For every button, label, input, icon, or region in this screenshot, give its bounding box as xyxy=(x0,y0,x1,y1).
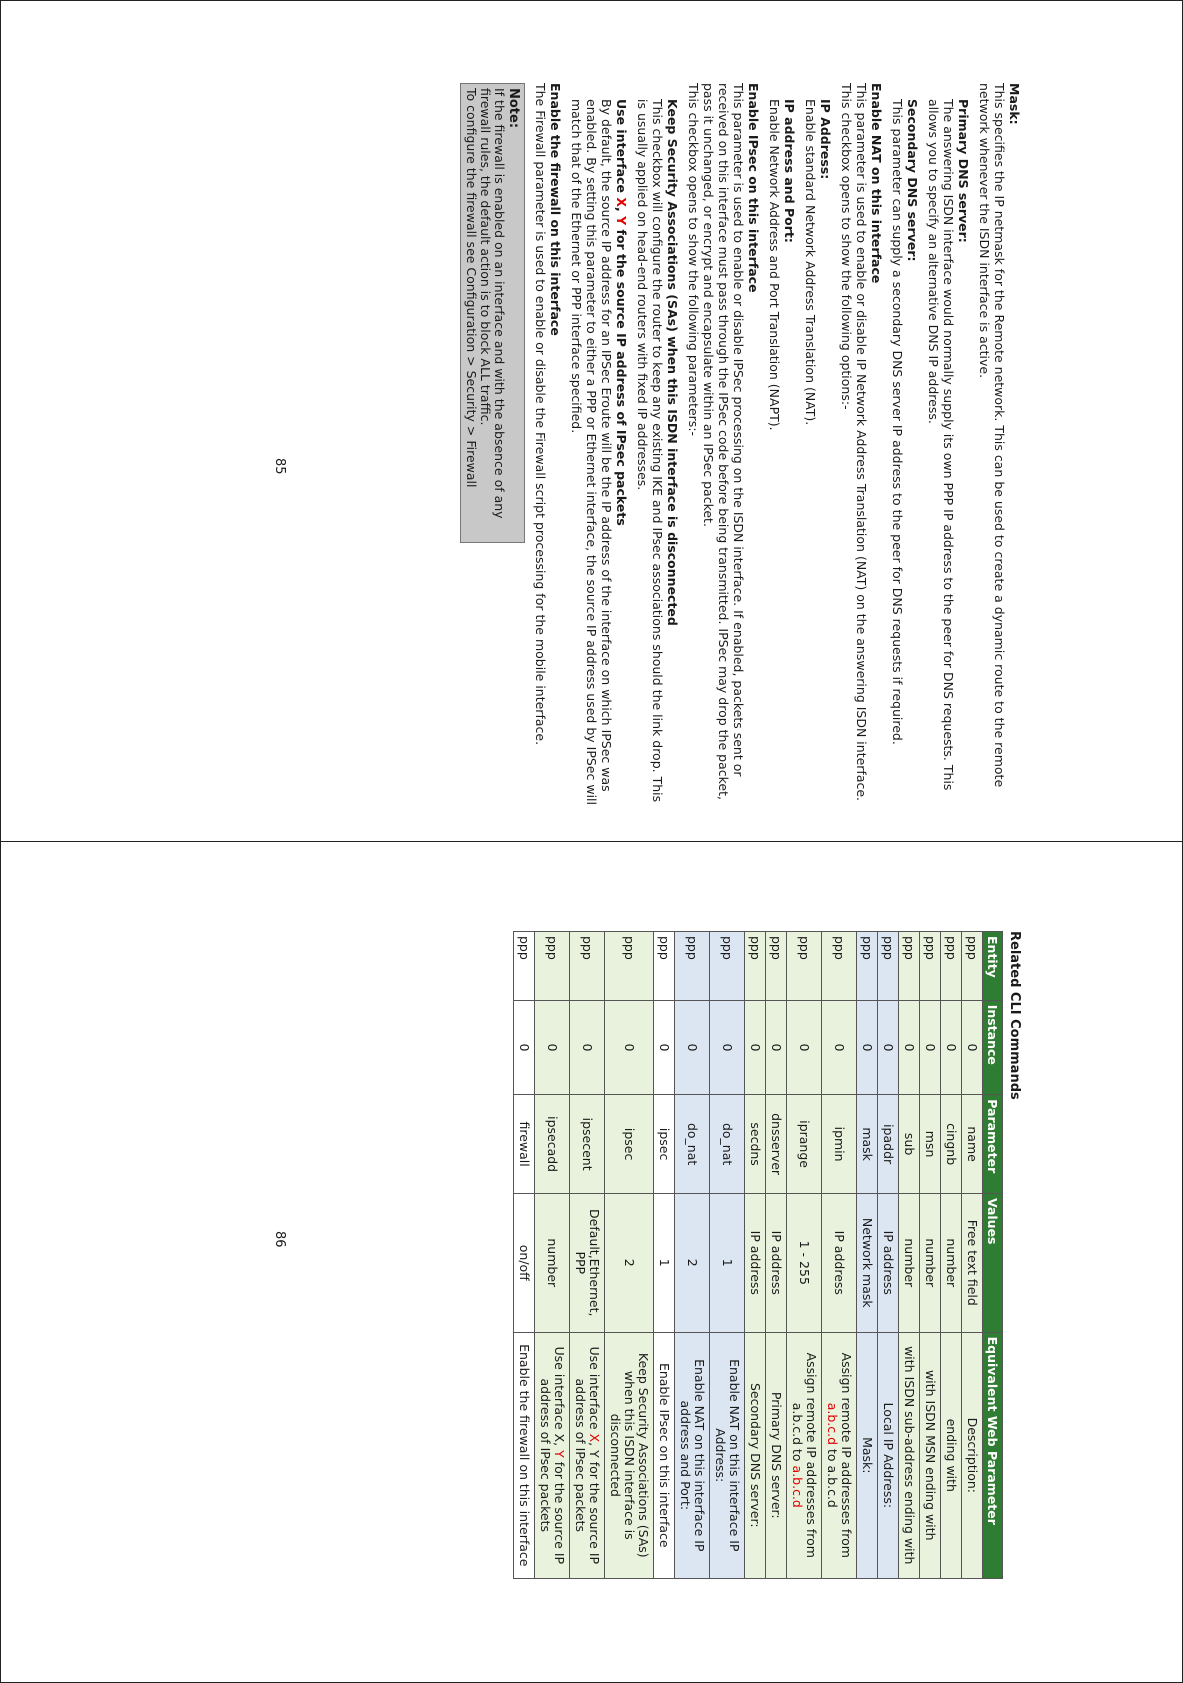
cell-parameter: ipmin xyxy=(822,1095,857,1194)
cell-values: on/off xyxy=(514,1193,535,1332)
cell-web-parameter: Assign remote IP addresses from a.b.c.d to a.b.c.d xyxy=(822,1332,857,1578)
table-row xyxy=(675,932,710,1579)
cell-parameter: iprange xyxy=(787,1095,822,1194)
cli-title: Related CLI Commands xyxy=(1007,931,1022,1100)
cell-web-parameter: Description: xyxy=(962,1332,983,1578)
enable-firewall-text: The Firewall parameter is used to enable or disable the Firewall script processing for the mobile interface. xyxy=(533,83,548,746)
cell-instance: 0 xyxy=(570,1000,605,1095)
page-number: 86 xyxy=(272,1231,287,1248)
cell-entity: ppp xyxy=(899,932,920,1001)
cell-values: 2 xyxy=(675,1193,710,1332)
use-interface-text: By default, the source IP address for an IPSec Eroute will be the IP address of the interface on which IPSec was enabled. By setting this parameter to either a PPP or Ethernet interface, the source IP address used by IPSec will match that of the Ethernet or PPP interface specified. xyxy=(569,99,614,805)
table-row xyxy=(514,932,535,1579)
page-divider xyxy=(1,841,1183,842)
enable-ipsec-heading: Enable IPsec on this interface xyxy=(746,83,761,293)
cell-parameter: msn xyxy=(920,1095,941,1194)
cell-entity: ppp xyxy=(822,932,857,1001)
cell-parameter: dnsserver xyxy=(766,1095,787,1194)
cell-values: Free text field xyxy=(962,1193,983,1332)
cell-entity: ppp xyxy=(941,932,962,1001)
keep-sas-heading: Keep Security Associations (SAs) when this ISDN interface is disconnected xyxy=(665,99,680,626)
cell-values: number xyxy=(899,1193,920,1332)
cell-parameter: do_nat xyxy=(710,1095,745,1194)
page-85 xyxy=(252,83,1022,813)
cell-values: number xyxy=(535,1193,570,1332)
cell-entity: ppp xyxy=(787,932,822,1001)
page-number: 85 xyxy=(272,458,287,475)
cell-instance: 0 xyxy=(857,1000,878,1095)
cell-entity: ppp xyxy=(710,932,745,1001)
cell-values: IP address xyxy=(822,1193,857,1332)
cell-parameter: sub xyxy=(899,1095,920,1194)
table-row xyxy=(941,932,962,1579)
col-parameter: Parameter xyxy=(983,1095,1003,1194)
cell-web-parameter: Assign remote IP addresses from a.b.c.d to a.b.c.d xyxy=(787,1332,822,1578)
col-values: Values xyxy=(983,1193,1003,1332)
note-text: If the firewall is enabled on an interface and with the absence of any firewall rules, the default action is to block ALL traffic. xyxy=(478,88,507,519)
cell-web-parameter: Secondary DNS server: xyxy=(745,1332,766,1578)
cell-instance: 0 xyxy=(675,1000,710,1095)
cell-entity: ppp xyxy=(675,932,710,1001)
col-entity: Entity xyxy=(983,932,1003,1001)
cell-parameter: cingnb xyxy=(941,1095,962,1194)
mask-text: This specifies the IP netmask for the Remote network. This can be used to create a dynamic route to the remote network whenever the ISDN interface is active. xyxy=(977,83,1007,788)
cell-web-parameter: Mask: xyxy=(857,1332,878,1578)
cell-entity: ppp xyxy=(878,932,899,1001)
cell-entity: ppp xyxy=(535,932,570,1001)
cell-instance: 0 xyxy=(822,1000,857,1095)
table-row xyxy=(787,932,822,1579)
mask-section xyxy=(460,83,1022,813)
enable-ipsec-params-text: This checkbox opens to show the following parameters:- xyxy=(686,83,701,437)
ip-address-text: Enable standard Network Address Translation (NAT). xyxy=(803,99,818,426)
cell-values: number xyxy=(941,1193,962,1332)
cell-values: 2 xyxy=(605,1193,654,1332)
col-web-parameter: Equivalent Web Parameter xyxy=(983,1332,1003,1578)
cell-values: IP address xyxy=(878,1193,899,1332)
secondary-dns-text: This parameter can supply a secondary DNS server IP address to the peer for DNS requests if required. xyxy=(890,99,905,745)
primary-dns-heading: Primary DNS server: xyxy=(956,99,971,243)
cell-web-parameter: Primary DNS server: xyxy=(766,1332,787,1578)
cell-entity: ppp xyxy=(654,932,675,1001)
cell-parameter: ipsec xyxy=(605,1095,654,1194)
table-row xyxy=(654,932,675,1579)
col-instance: Instance xyxy=(983,1000,1003,1095)
table-row xyxy=(766,932,787,1579)
enable-nat-heading: Enable NAT on this interface xyxy=(869,83,884,284)
cell-entity: ppp xyxy=(514,932,535,1001)
cell-instance: 0 xyxy=(766,1000,787,1095)
cell-instance: 0 xyxy=(605,1000,654,1095)
cli-table xyxy=(513,931,1003,1579)
cell-web-parameter: Local IP Address: xyxy=(878,1332,899,1578)
cell-web-parameter: ending with xyxy=(941,1332,962,1578)
ip-address-heading: IP Address: xyxy=(818,99,833,180)
note-link-text: To configure the firewall see Configuration > Security > Firewall xyxy=(464,88,479,488)
table-row xyxy=(535,932,570,1579)
cell-instance: 0 xyxy=(654,1000,675,1095)
cell-entity: ppp xyxy=(766,932,787,1001)
cell-values: Network mask xyxy=(857,1193,878,1332)
ip-address-port-heading: IP address and Port: xyxy=(782,99,797,243)
cell-web-parameter: Enable IPsec on this interface xyxy=(654,1332,675,1578)
cell-entity: ppp xyxy=(920,932,941,1001)
cell-instance: 0 xyxy=(941,1000,962,1095)
cell-instance: 0 xyxy=(710,1000,745,1095)
ip-address-port-text: Enable Network Address and Port Translation (NAPT). xyxy=(767,99,782,431)
cell-values: 1 xyxy=(710,1193,745,1332)
cell-instance: 0 xyxy=(514,1000,535,1095)
table-row xyxy=(857,932,878,1579)
page-86 xyxy=(252,931,1022,1661)
mask-heading: Mask: xyxy=(1007,83,1022,125)
table-row xyxy=(745,932,766,1579)
cell-values: number xyxy=(920,1193,941,1332)
cell-values: 1 xyxy=(654,1193,675,1332)
cell-parameter: mask xyxy=(857,1095,878,1194)
cell-instance: 0 xyxy=(787,1000,822,1095)
enable-ipsec-text: This parameter is used to enable or disable IPSec processing on the ISDN interface. If enabled, packets sent or received on this interface must pass through the IPSec code before being transmitted. IPSec may drop the packet, pass it unchanged, or encrypt and encapsulate within an IPSec packet. xyxy=(701,83,746,800)
table-row xyxy=(710,932,745,1579)
cell-instance: 0 xyxy=(962,1000,983,1095)
cell-parameter: secdns xyxy=(745,1095,766,1194)
enable-firewall-heading: Enable the firewall on this interface xyxy=(548,83,563,336)
table-row xyxy=(605,932,654,1579)
cell-values: 1 - 255 xyxy=(787,1193,822,1332)
cell-parameter: name xyxy=(962,1095,983,1194)
table-row xyxy=(920,932,941,1579)
note-title: Note: xyxy=(506,88,521,129)
keep-sas-text: This checkbox will configure the router to keep any existing IKE and IPsec associations should the link drop. This is usually applied on head-end routers with fixed IP addresses. xyxy=(635,99,665,803)
use-interface-heading: Use interface X, Y for the source IP address of IPsec packets xyxy=(614,99,629,526)
cell-parameter: ipsecent xyxy=(570,1095,605,1194)
cell-instance: 0 xyxy=(920,1000,941,1095)
cell-values: IP address xyxy=(766,1193,787,1332)
cell-entity: ppp xyxy=(857,932,878,1001)
cell-parameter: ipsec xyxy=(654,1095,675,1194)
cell-entity: ppp xyxy=(962,932,983,1001)
table-row xyxy=(962,932,983,1579)
note-box xyxy=(460,83,525,543)
cell-parameter: ipaddr xyxy=(878,1095,899,1194)
table-row xyxy=(570,932,605,1579)
secondary-dns-heading: Secondary DNS server: xyxy=(905,99,920,262)
cell-web-parameter: with ISDN MSN ending with xyxy=(920,1332,941,1578)
cell-values: Default,Ethernet, PPP xyxy=(570,1193,605,1332)
primary-dns-text: The answering ISDN interface would normally supply its own PPP IP address to the peer for DNS requests. This allows you to specify an alternative DNS IP address. xyxy=(926,99,956,791)
table-row xyxy=(822,932,857,1579)
cell-instance: 0 xyxy=(899,1000,920,1095)
cell-web-parameter: Keep Security Associations (SAs) when this ISDN interface is disconnected xyxy=(605,1332,654,1578)
cell-web-parameter: Use interface X, Y for the source IP address of IPsec packets xyxy=(570,1332,605,1578)
cell-web-parameter: Use interface X, Y for the source IP address of IPsec packets xyxy=(535,1332,570,1578)
cell-values: IP address xyxy=(745,1193,766,1332)
cell-instance: 0 xyxy=(878,1000,899,1095)
cell-parameter: do_nat xyxy=(675,1095,710,1194)
cell-entity: ppp xyxy=(570,932,605,1001)
cell-parameter: firewall xyxy=(514,1095,535,1194)
table-row xyxy=(899,932,920,1579)
cell-instance: 0 xyxy=(745,1000,766,1095)
cell-web-parameter: Enable NAT on this interface IP Address: xyxy=(710,1332,745,1578)
cell-web-parameter: Enable NAT on this interface IP address and Port: xyxy=(675,1332,710,1578)
cell-instance: 0 xyxy=(535,1000,570,1095)
table-row xyxy=(878,932,899,1579)
cell-entity: ppp xyxy=(605,932,654,1001)
cell-web-parameter: with ISDN sub-address ending with xyxy=(899,1332,920,1578)
enable-nat-options-text: This checkbox opens to show the following options:- xyxy=(839,83,854,410)
cell-web-parameter: Enable the firewall on this interface xyxy=(514,1332,535,1578)
enable-nat-text: This parameter is used to enable or disable IP Network Address Translation (NAT) on the answering ISDN interface. xyxy=(854,83,869,802)
cell-entity: ppp xyxy=(745,932,766,1001)
cell-parameter: ipsecadd xyxy=(535,1095,570,1194)
